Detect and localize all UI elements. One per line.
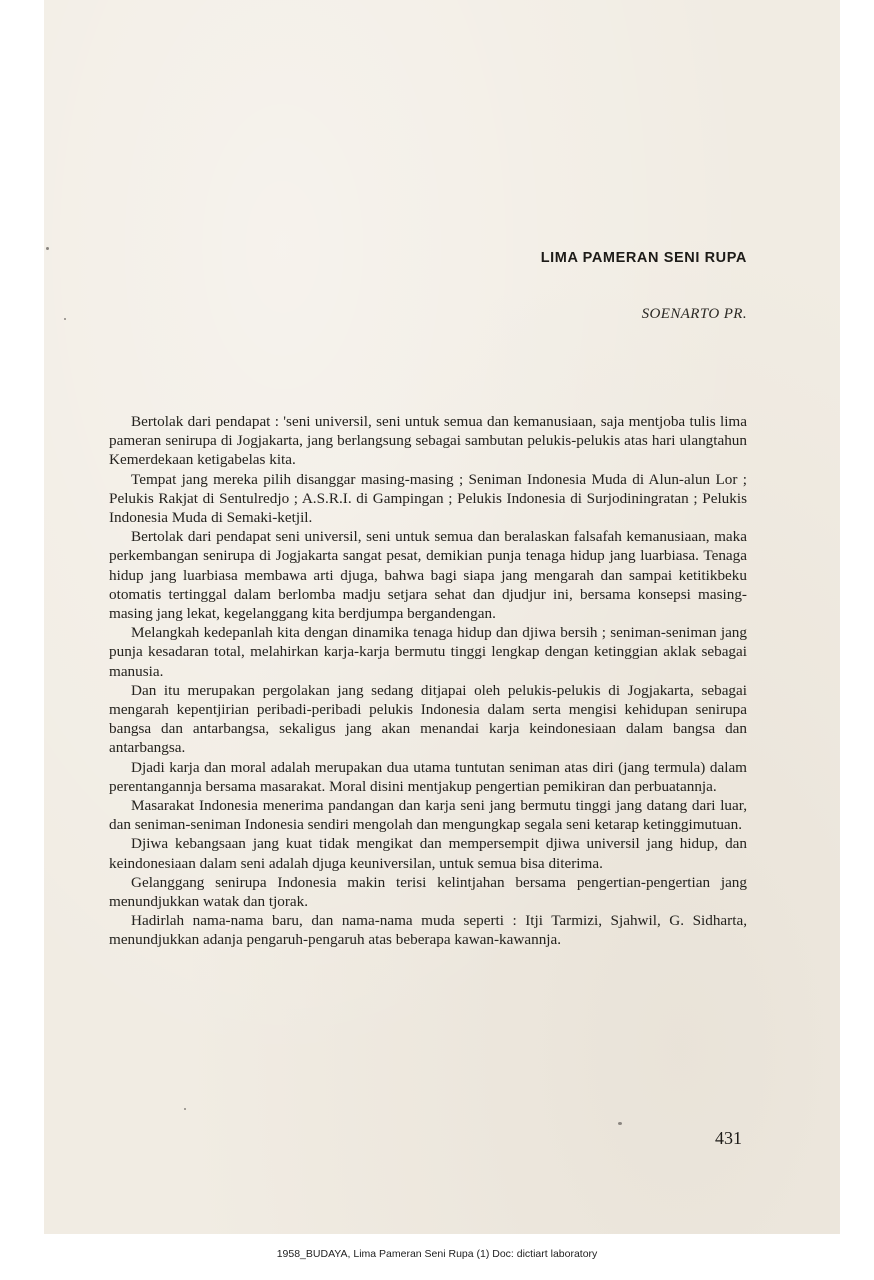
paragraph: Hadirlah nama-nama baru, dan nama-nama muda seperti : Itji Tarmizi, Sjahwil, G. Sidharta, menundjukkan adanja pengaruh-pengaruh atas beberapa kawan-kawannja.	[109, 912, 747, 949]
paragraph: Bertolak dari pendapat : 'seni universil, seni untuk semua dan kemanusiaan, saja mentjoba tulis lima pameran senirupa di Jogjakarta, jang berlangsung sebagai sambutan pelukis-pelukis atas hari ulangtahun Kemerdekaan ketigabelas kita.	[109, 413, 747, 469]
paragraph: Melangkah kedepanlah kita dengan dinamika tenaga hidup dan djiwa bersih ; seniman-seniman jang punja kesadaran total, melahirkan karja-karja bermutu tinggi lengkap dengan ketinggian aklak sebagai manusia.	[109, 624, 747, 680]
paragraph: Gelanggang senirupa Indonesia makin terisi kelintjahan bersama pengertian-pengertian jang menundjukkan watak dan tjorak.	[109, 873, 747, 911]
paragraph: Bertolak dari pendapat seni universil, seni untuk semua dan beralaskan falsafah kemanusiaan, maka perkembangan senirupa di Jogjakarta sangat pesat, demikian punja tenaga hidup jang luarbiasa. Tenaga hidup jang luarbiasa membawa arti djuga, bahwa bagi siapa jang mengarah dan sampai ketitikbeku otomatis tertinggal dalam berlomba madju setjara sehat dan djudjur ini, bersama konsepsi masing-masing jang lekat, kegelanggang kita berdjumpa bergandengan.	[109, 528, 747, 623]
article-body	[109, 412, 747, 950]
page-number: 431	[715, 1128, 742, 1148]
scan-speck	[46, 247, 49, 250]
scan-speck	[184, 1108, 186, 1110]
scanned-page	[44, 0, 840, 1234]
scan-speck	[64, 318, 66, 320]
paragraph: Djiwa kebangsaan jang kuat tidak mengikat dan mempersempit djiwa universil jang hidup, dan keindonesiaan dalam seni adalah djuga keuniversilan, untuk semua bisa diterima.	[109, 835, 747, 872]
paragraph: Djadi karja dan moral adalah merupakan dua utama tuntutan seniman atas diri (jang termula) dalam perentangannja bersama masarakat. Moral disini mentjakup pengertian pemikiran dan perbuatannja.	[109, 758, 747, 795]
article-title: LIMA PAMERAN SENI RUPA	[540, 250, 747, 266]
article-author: SOENARTO PR.	[641, 306, 747, 322]
paragraph: Masarakat Indonesia menerima pandangan dan karja seni jang bermutu tinggi jang datang dari luar, dan seniman-seniman Indonesia sendiri mengolah dan mengungkap segala seni ketarap ketinggimutuan.	[109, 797, 747, 834]
paragraph: Dan itu merupakan pergolakan jang sedang ditjapai oleh pelukis-pelukis di Jogjakarta, sebagai mengarah kepentjirian peribadi-peribadi pelukis Indonesia dalam serta mengisi kehidupan senirupa bangsa dan antarbangsa, sekaligus jang akan menandai karja keindonesiaan dalam bangsa dan antarbangsa.	[109, 681, 747, 757]
scan-speck	[618, 1122, 622, 1125]
paragraph: Tempat jang mereka pilih disanggar masing-masing ; Seniman Indonesia Muda di Alun-alun Lor ; Pelukis Rakjat di Sentulredjo ; A.S.R.I. di Gampingan ; Pelukis Indonesia di Surjodiningratan ; Pelukis Indonesia Muda di Semaki-ketjil.	[109, 470, 747, 527]
document-caption: 1958_BUDAYA, Lima Pameran Seni Rupa (1) Doc: dictiart laboratory	[276, 1248, 598, 1260]
